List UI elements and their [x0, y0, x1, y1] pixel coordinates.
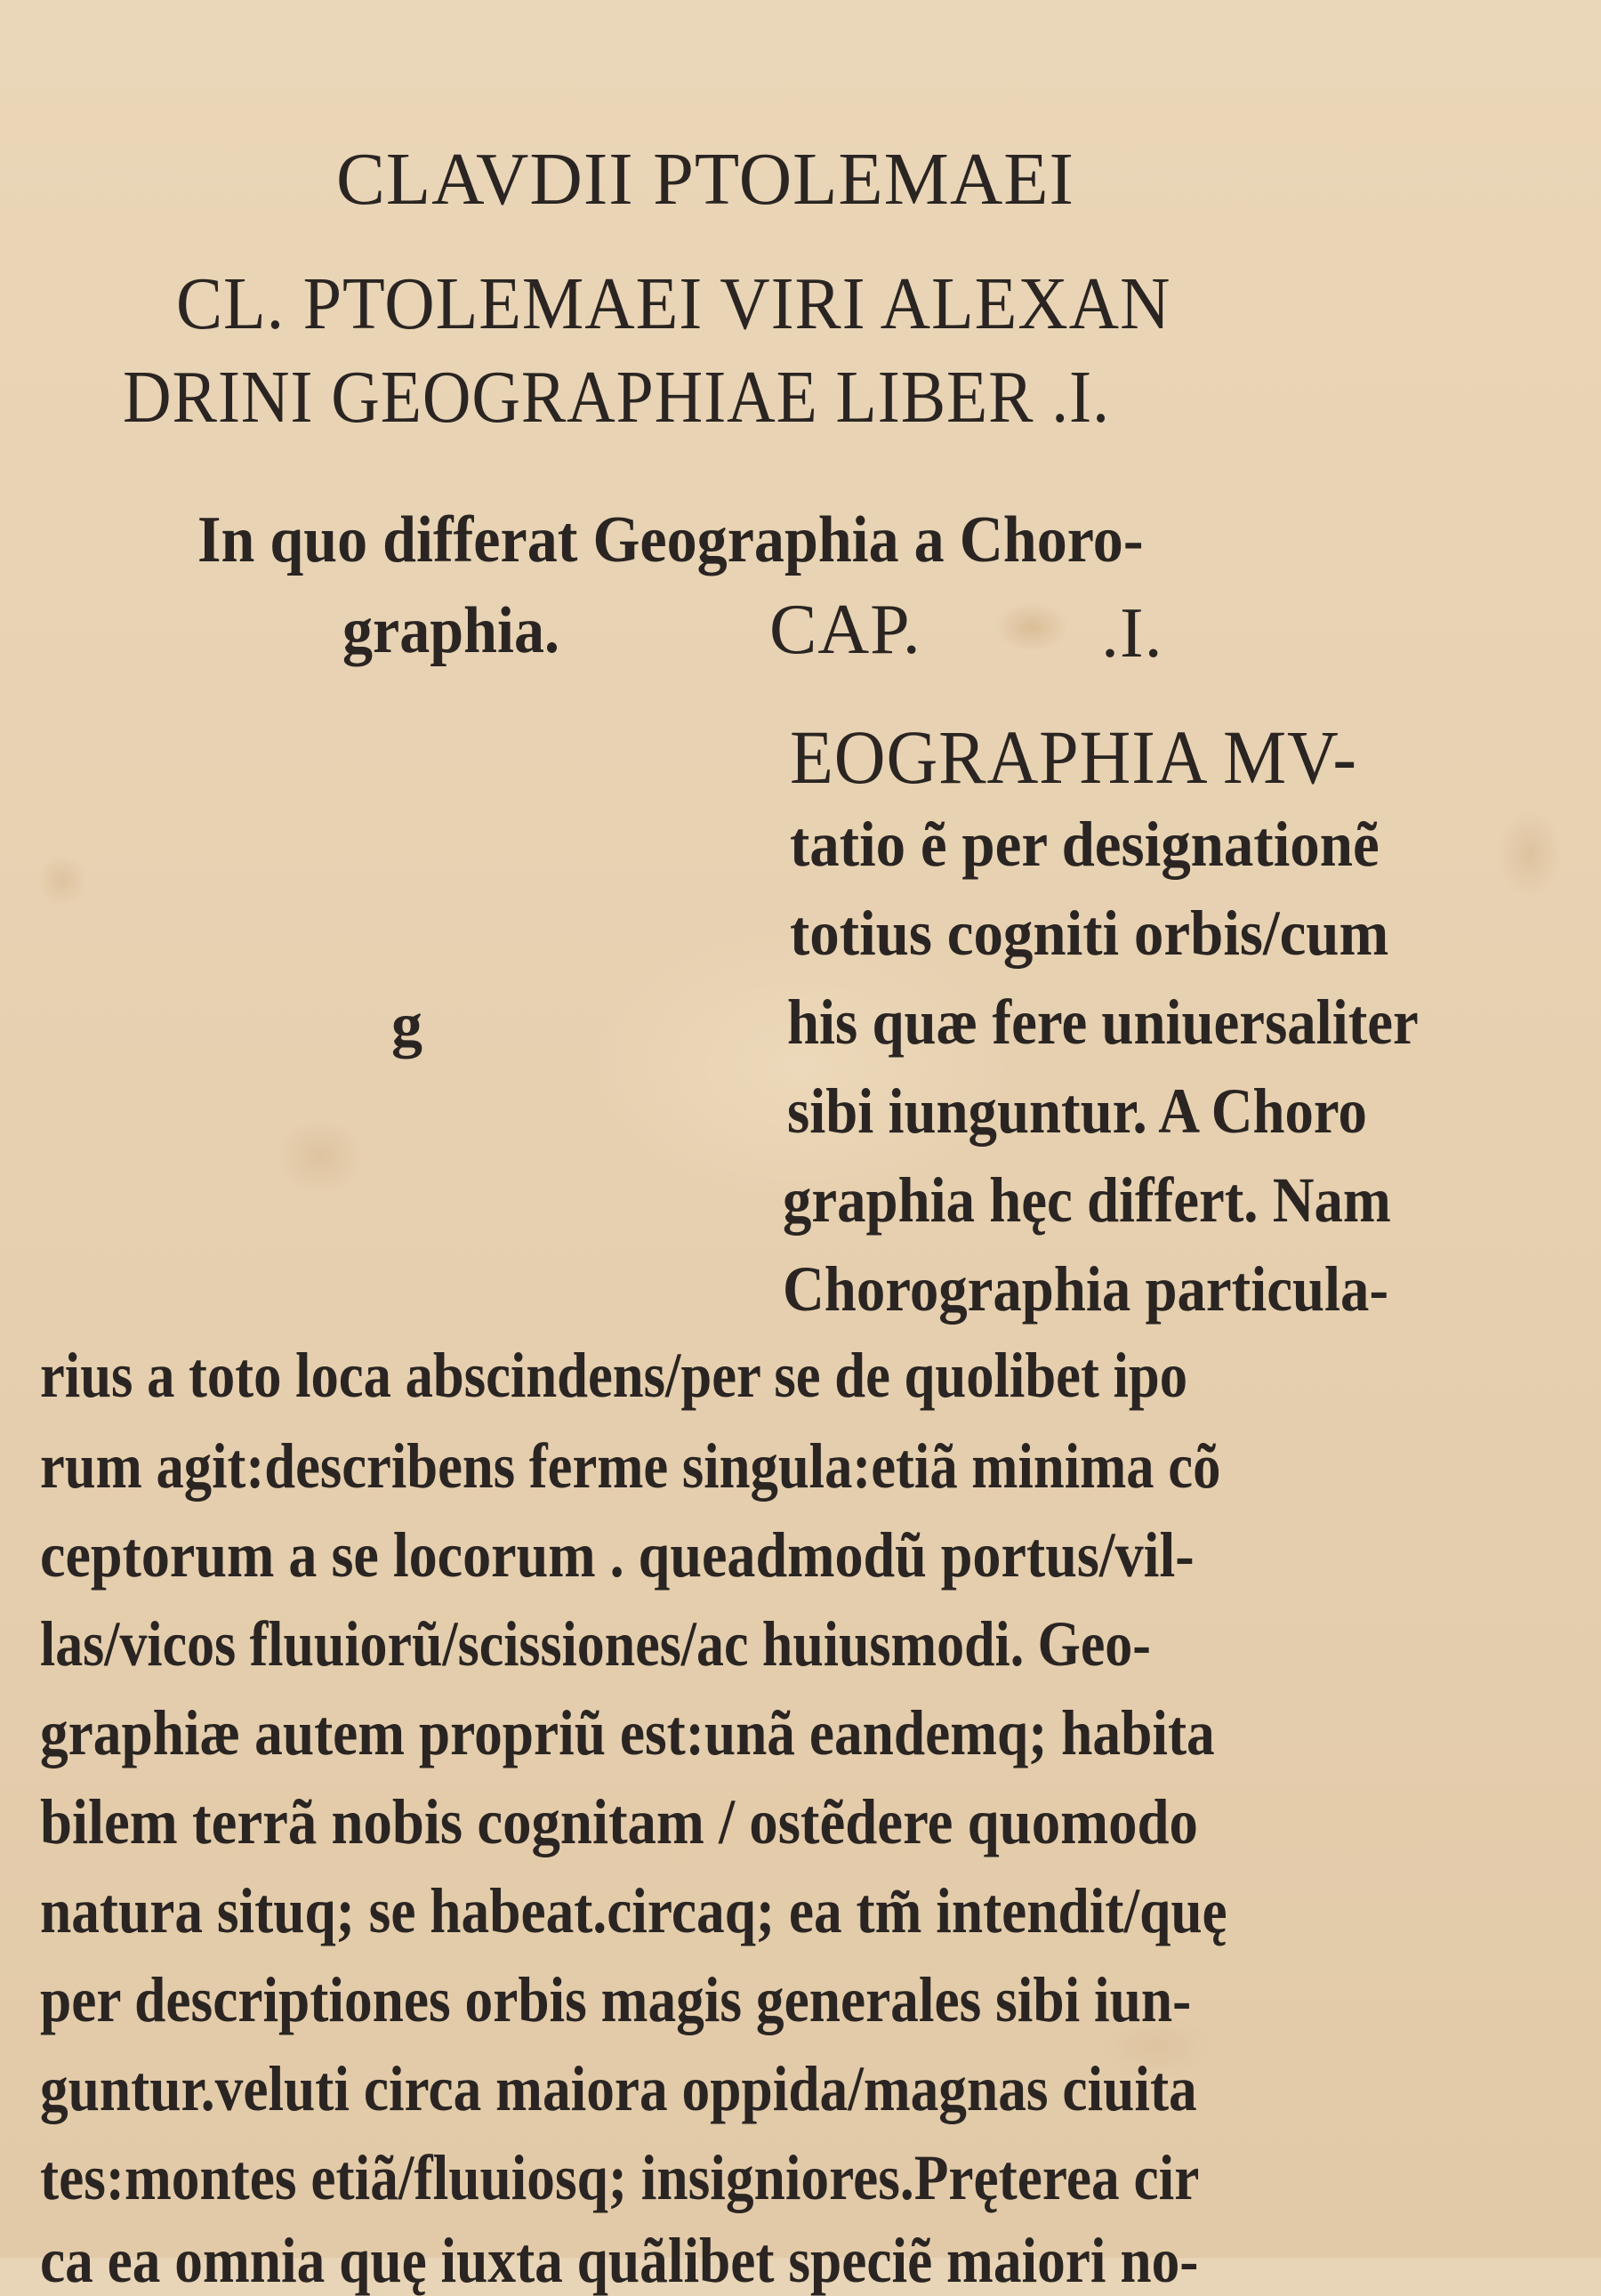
- body-line-3: ceptorum a se locorum . queadmodũ portus/vil-: [40, 1519, 1195, 1591]
- body-indented-line-3: totius cogniti orbis/cum: [790, 898, 1389, 969]
- body-line-8: per descriptiones orbis magis generales sibi iun-: [40, 1964, 1192, 2035]
- body-line-9: guntur.veluti circa maiora oppida/magnas ciuita: [40, 2053, 1197, 2124]
- chapter-heading-line-1: In quo differat Geographia a Choro-: [197, 504, 1144, 576]
- body-indented-line-4: his quæ fere uniuersaliter: [787, 987, 1419, 1058]
- body-line-6: bilem terrã nobis cognitam / ostẽdere quomodo: [40, 1786, 1198, 1857]
- body-line-10: tes:montes etiã/fluuiosq; insigniores.Pręterea cir: [40, 2142, 1200, 2213]
- chapter-number: .I.: [1101, 594, 1163, 673]
- body-indented-line-6: graphia hęc differt. Nam: [783, 1164, 1391, 1236]
- body-line-7: natura situq; se habeat.circaq; ea tm̃ intendit/quę: [40, 1875, 1227, 1946]
- initial-guide-letter: g: [391, 991, 422, 1059]
- body-indented-line-2: tatio ẽ per designationẽ: [790, 809, 1380, 880]
- body-line-5: graphiæ autem propriũ est:unã eandemq; habita: [40, 1697, 1215, 1768]
- title-line-1: CLAVDII PTOLEMAEI: [336, 138, 1074, 221]
- body-line-1: rius a toto loca abscindens/per se de quolibet ipo: [40, 1340, 1188, 1411]
- body-line-2: rum agit:describens ferme singula:etiã minima cõ: [40, 1430, 1221, 1502]
- body-indented-line-5: sibi iunguntur. A Choro: [787, 1075, 1367, 1147]
- body-line-4: las/vicos fluuiorũ/scissiones/ac huiusmodi. Geo-: [40, 1608, 1151, 1680]
- title-line-3: DRINI GEOGRAPHIAE LIBER .I.: [123, 356, 1110, 439]
- body-line-11: ca ea omnia quę iuxta quãlibet speciẽ maiori no-: [40, 2225, 1199, 2296]
- chapter-cap-label: CAP.: [769, 591, 921, 669]
- body-indented-line-7: Chorographia particula-: [783, 1253, 1389, 1325]
- title-line-2: CL. PTOLEMAEI VIRI ALEXAN: [176, 262, 1171, 345]
- chapter-heading-graphia: graphia.: [342, 594, 560, 667]
- body-indented-line-1: EOGRAPHIA MV-: [790, 714, 1357, 800]
